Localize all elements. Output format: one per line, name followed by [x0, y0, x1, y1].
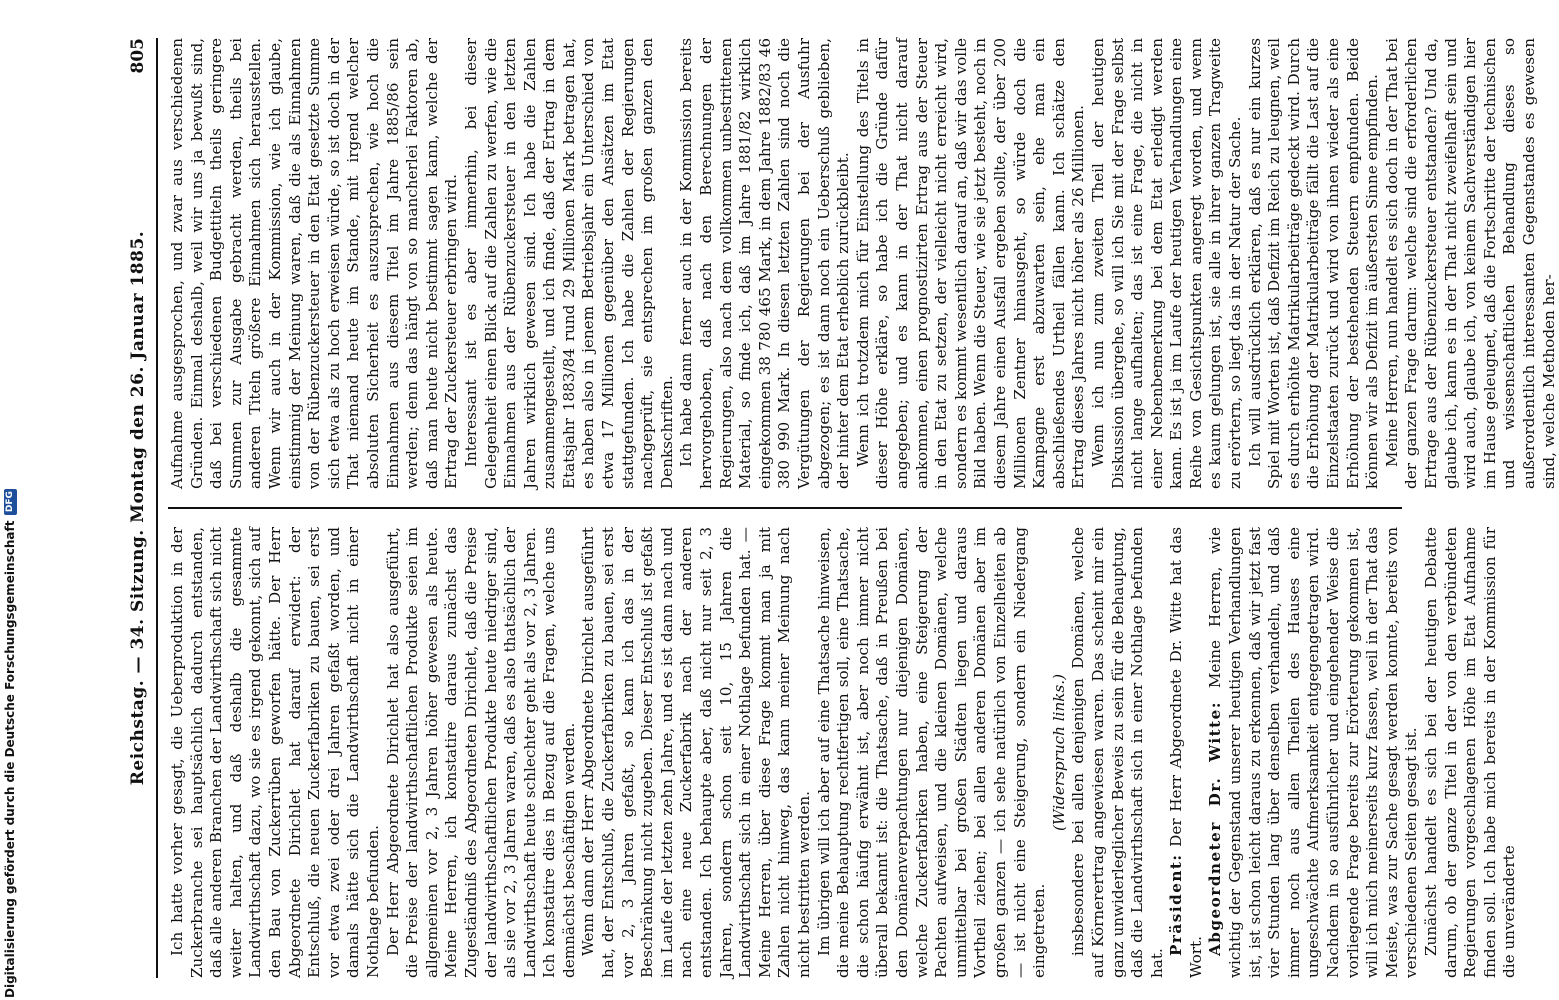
- speaker-name: Abgeordneter Dr. Witte:: [1206, 701, 1225, 956]
- text-columns: [168, 38, 1558, 978]
- paragraph: Zunächst handelt es sich bei der heutigen Debatte darum, ob der ganze Titel in der von den verbündeten Regierungen vorgeschlagenen Höhe im Etat Aufnahme finden soll. Ich habe mich bereits in der Kommission für die unveränderte: [1422, 527, 1519, 978]
- speech-paragraph: [1206, 527, 1422, 978]
- paragraph: Im übrigen will ich aber auf eine Thatsache hinweisen, die meine Behauptung rechtfertigen soll, eine Thatsache, die schon häufig erwähnt ist, aber noch immer nicht überall bekannt ist: die Thatsache, daß in Preußen bei den Domänenverpachtungen nur diejenigen Domänen, welche Zuckerfabriken haben, eine Steigerung der Pachten aufweisen, und die kleinen Domänen, welche unmittelbar bei großen Städten liegen und daraus Vortheil ziehen; bei allen anderen Domänen aber im großen ganzen — ich sehe natürlich von Einzelheiten ab — ist nicht eine Steigerung, sondern ein Niedergang eingetreten.: [814, 527, 1049, 978]
- credit-text: Digitalisierung gefördert durch die Deutsche Forschungsgemeinschaft: [3, 520, 17, 998]
- page-header: [122, 38, 158, 978]
- paragraph: Meine Herren, nun handelt es sich doch in der That bei der ganzen Frage darum: welche sind die erforderlichen Ertrage aus der Rübenzuckersteuer entstanden? Und da, glaube ich, kann es in der That nicht zweifelhaft sein und wird auch, glaube ich, von keinem Sachverständigen hier im Hause geleugnet, daß die Fortschritte der technischen und wissenschaftlichen Behandlung dieses so außerordentlich interessanten Gegenstandes es gewesen sind, welche Methoden her-: [1382, 38, 1558, 489]
- paragraph: Interessant ist es aber immerhin, bei dieser Gelegenheit einen Blick auf die Zahlen zu werfen, wie die Einnahmen aus der Rübenzuckersteuer in den letzten Jahren wirklich gewesen sind. Ich habe die Zahlen zusammengestellt, und ich finde, daß der Ertrag in dem Etatsjahr 1883/84 rund 29 Millionen Mark betragen hat, es haben also in jenem Betriebsjahr ein Unterschied von etwa 17 Millionen gegenüber den Ansätzen im Etat stattgefunden. Ich habe die Zahlen der Regierungen nachgeprüft, sie entsprechen im großen ganzen den Denkschriften.: [461, 38, 676, 489]
- speech-paragraph: [1167, 527, 1206, 978]
- dfg-logo-icon: DFG: [4, 489, 17, 515]
- running-title: Reichstag. — 34. Sitzung. Montag den 26. Januar 1885.: [128, 230, 148, 786]
- paragraph: Wenn dann der Herr Abgeordnete Dirichlet ausgeführt hat, der Entschluß, die Zuckerfabriken zu bauen, sei erst vor 2, 3 Jahren gefaßt, so kann ich das in der Beschränkung nicht zugeben. Dieser Entschluß ist gefaßt im Laufe der letzten zehn Jahre, und es ist dann nach und nach eine neue Zuckerfabrik nach der anderen entstanden. Ich behaupte aber, daß nicht nur seit 2, 3 Jahren, sondern schon seit 10, 15 Jahren die Landwirthschaft sich in einer Nothlage befunden hat. — Meine Herren, über diese Frage kommt man ja mit Zahlen nicht hinweg, das kann meiner Meinung nach nicht bestritten werden.: [579, 527, 813, 978]
- column-divider: [168, 507, 1402, 509]
- paragraph: Wenn ich nun zum zweiten Theil der heutigen Diskussion übergehe, so will ich Sie mit der Frage selbst nicht lange aufhalten; das ist eine Frage, die nicht in einer Nebenbemerkung bei dem Etat erledigt werden kann. Es ist ja im Laufe der heutigen Verhandlungen eine Reihe von Gesichtspunkten angeregt worden, und wenn es kaum gelungen ist, sie alle in ihrer ganzen Tragweite zu erörtern, so liegt das in der Natur der Sache.: [1088, 38, 1245, 489]
- speaker-name: Präsident:: [1167, 853, 1186, 956]
- page-number: 805: [128, 38, 148, 74]
- paragraph: Ich hatte vorher gesagt, die Ueberproduktion in der Zuckerbranche sei hauptsächlich dadurch entstanden, daß alle anderen Branchen der Landwirthschaft sich nicht weiter halten, und daß deshalb die gesammte Landwirthschaft dazu, wo sie es irgend gekonnt, sich auf den Bau von Zuckerrüben geworfen hätte. Der Herr Abgeordnete Dirichlet hat darauf erwidert: der Entschluß, die neuen Zuckerfabriken zu bauen, sei erst vor etwa zwei oder drei Jahren gefaßt worden, und damals hätte sich die Landwirthschaft nicht in einer Nothlage befunden.: [168, 527, 382, 978]
- paragraph: Wenn ich trotzdem mich für Einstellung des Titels in dieser Höhe erkläre, so habe ich die Gründe dafür angegeben; und es kann in der That nicht darauf ankommen, einen prognostizirten Ertrag aus der Steuer in den Etat zu setzen, der vielleicht nicht erreicht wird, sondern es kommt wesentlich darauf an, daß wir das volle Bild haben. Wenn die Steuer, wie sie jetzt besteht, noch in diesem Jahre einen Ausfall ergeben sollte, der über 200 Millionen Zentner hinausgeht, so würde doch die Kampagne erst abzuwarten sein, ehe man ein abschließendes Urtheil fällen kann. Ich schätze den Ertrag dieses Jahres nicht höher als 26 Millionen.: [853, 38, 1088, 489]
- paragraph: Aufnahme ausgesprochen, und zwar aus verschiedenen Gründen. Einmal deshalb, weil wir uns ja bewußt sind, daß bei verschiedenen Budgettiteln theils geringere Summen zur Ausgabe gebracht werden, theils bei anderen Titeln größere Einnahmen sich herausstellen. Wenn wir auch in der Kommission, wie ich glaube, einstimmig der Meinung waren, daß die als Einnahmen von der Rübenzuckersteuer in den Etat gesetzte Summe sich etwa als zu hoch erweisen würde, so ist doch in der That niemand heute im Stande, mit irgend welcher absoluten Sicherheit es auszusprechen, wie hoch die Einnahmen aus diesem Titel im Jahre 1885/86 sein werden; denn das hängt von so mancherlei Faktoren ab, daß man heute nicht bestimmt sagen kann, welche der Ertrag der Zuckersteuer erbringen wird.: [168, 38, 461, 489]
- right-column: [168, 38, 1558, 507]
- scanned-page: [100, 0, 1558, 1000]
- paragraph: insbesondere bei allen denjenigen Domänen, welche auf Körnerertrag angewiesen waren. Das scheint mir ein ganz unwiderleglicher Beweis zu sein für die Behauptung, daß die Landwirthschaft sich in einer Nothlage befunden hat.: [1069, 527, 1166, 978]
- paragraph: Der Herr Abgeordnete Dirichlet hat also ausgeführt, die Preise der landwirthschaftlichen Produkte seien im allgemeinen vor 2, 3 Jahren höher gewesen als heute. Meine Herren, ich konstatire daraus zunächst das Zugeständniß des Abgeordneten Dirichlet, daß die Preise der landwirthschaftlichen Produkte heute niedriger sind, als sie vor 2, 3 Jahren waren, daß es also thatsächlich der Landwirthschaft heute schlechter geht als vor 2, 3 Jahren. Ich konstatire dies in Bezug auf die Fragen, welche uns demnächst beschäftigen werden.: [383, 527, 578, 978]
- interjection: (Widerspruch links.): [1049, 674, 1068, 832]
- paragraph: Ich habe dann ferner auch in der Kommission bereits hervorgehoben, daß nach den Berechnungen der Regierungen, also nach dem vollkommen unbestrittenen Material, so finde ich, daß im Jahre 1881/82 wirklich eingekommen 38 780 465 Mark, in dem Jahre 1882/83 46 380 990 Mark. In diesen letzten Zahlen sind noch die Vergütungen der Regierungen bei der Ausfuhr abgezogen; es ist dann noch ein Ueberschuß geblieben, der hinter dem Etat erheblich zurückbleibt.: [677, 38, 853, 489]
- paragraph: Ich will ausdrücklich erklären, daß es nur ein kurzes Spiel mit Worten ist, daß Defizit im Reich zu leugnen, weil es durch erhöhte Matrikularbeiträge gedeckt wird. Durch die Erhöhung der Matrikularbeiträge fällt die Last auf die Einzelstaaten zurück und wird von ihnen wieder als eine Erhöhung der bestehenden Steuern empfunden. Beide können wir als Defizit im äußersten Sinne empfinden.: [1245, 38, 1382, 489]
- speech-text: Der Herr Abgeordnete Dr. Witte hat das Wort.: [1167, 526, 1205, 978]
- digitization-credit: [3, 489, 17, 998]
- speech-text: Meine Herren, wie wichtig der Gegenstand unserer heutigen Verhandlungen ist, ist schon leicht daraus zu erkennen, daß wir jetzt fast vier Stunden lang über denselben verhandeln, und daß immer noch aus allen Theilen des Hauses eine ungeschwächte Aufmerksamkeit entgegengetragen wird. Nachdem in so ausführlicher und eingehender Weise die vorliegende Frage bereits zur Erörterung gekommen ist, will ich mich meinerseits kurz fassen, weil in der That das Meiste, was zur Sache gesagt werden konnte, bereits von verschiedenen Seiten gesagt ist.: [1206, 526, 1421, 978]
- left-column: [168, 509, 1519, 978]
